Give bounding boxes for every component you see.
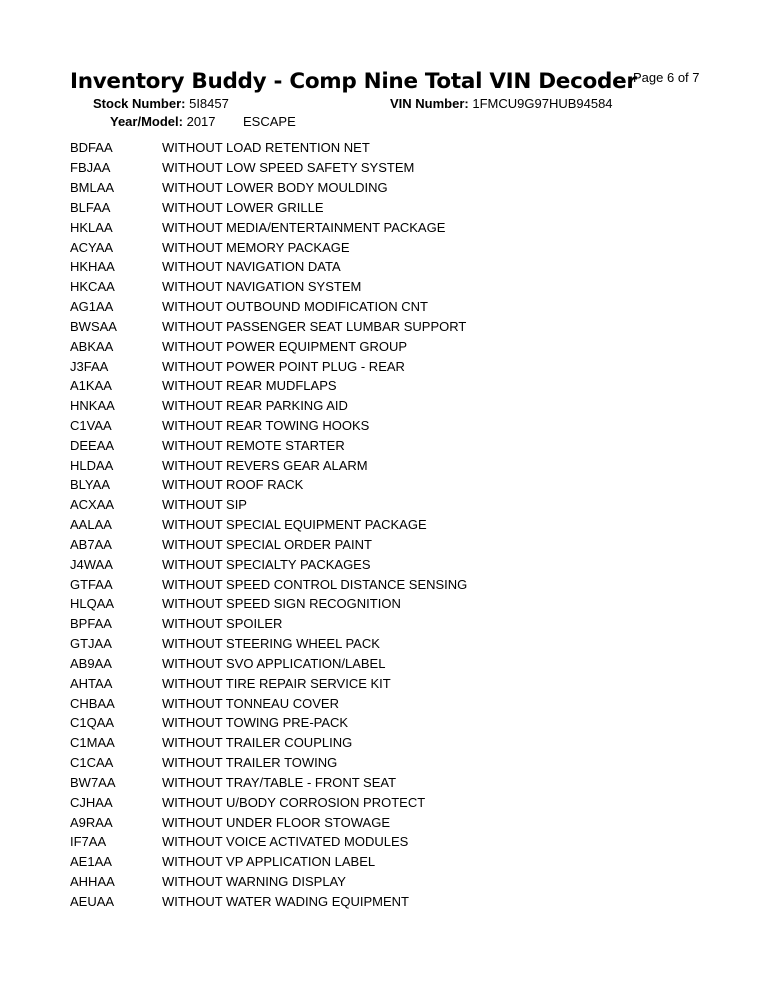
list-item: [70, 654, 710, 674]
option-code: ACYAA: [70, 239, 114, 255]
option-description: WITHOUT SPEED SIGN RECOGNITION: [162, 596, 401, 612]
option-code: BDFAA: [70, 140, 113, 156]
option-code: AEUAA: [70, 893, 115, 909]
year-model-label: Year/Model:: [110, 114, 183, 129]
list-item: [70, 416, 710, 436]
list-item: [70, 178, 710, 198]
option-description: WITHOUT LOWER BODY MOULDING: [162, 180, 388, 196]
option-code: C1VAA: [70, 418, 112, 433]
option-code: J3FAA: [70, 358, 109, 374]
option-code: AHHAA: [70, 874, 115, 890]
option-code: HKLAA: [70, 219, 113, 235]
list-item: [70, 356, 710, 376]
option-code: HNKAA: [70, 398, 115, 414]
option-description: WITHOUT POWER POINT PLUG - REAR: [162, 358, 405, 374]
option-code: DEEAA: [70, 437, 115, 453]
list-item: [70, 634, 710, 654]
option-description: WITHOUT TONNEAU COVER: [162, 695, 339, 711]
option-code: A1KAA: [70, 378, 112, 394]
option-code: J4WAA: [70, 556, 113, 572]
list-item: [70, 316, 710, 336]
list-item: [70, 733, 710, 753]
option-code: HKHAA: [70, 259, 115, 275]
list-item: [70, 237, 710, 257]
list-item: [70, 435, 710, 455]
option-code: A9RAA: [70, 814, 113, 830]
option-description: WITHOUT REAR MUDFLAPS: [162, 378, 337, 394]
list-item: [70, 693, 710, 713]
list-item: [70, 495, 710, 515]
list-item: [70, 376, 710, 396]
stock-number-label: Stock Number:: [93, 96, 186, 111]
vin-number-value: 1FMCU9G97HUB94584: [472, 96, 613, 111]
list-item: [70, 891, 710, 911]
option-description: WITHOUT REMOTE STARTER: [162, 437, 345, 453]
option-description: WITHOUT NAVIGATION DATA: [162, 259, 341, 275]
option-code: GTJAA: [70, 636, 112, 652]
option-code: BWSAA: [70, 318, 117, 334]
list-item: [70, 574, 710, 594]
option-code: C1CAA: [70, 755, 114, 771]
option-description: WITHOUT POWER EQUIPMENT GROUP: [162, 338, 408, 354]
option-description: WITHOUT WARNING DISPLAY: [162, 874, 346, 890]
model-value: ESCAPE: [243, 114, 296, 129]
list-item: [70, 713, 710, 733]
option-description: WITHOUT LOAD RETENTION NET: [162, 140, 370, 156]
option-description: WITHOUT TRAILER TOWING: [162, 755, 338, 771]
option-description: WITHOUT STEERING WHEEL PACK: [162, 636, 380, 652]
list-item: [70, 396, 710, 416]
option-code: BLFAA: [70, 199, 111, 215]
option-code: BW7AA: [70, 774, 116, 790]
option-description: WITHOUT WATER WADING EQUIPMENT: [162, 893, 409, 909]
option-description: WITHOUT REAR PARKING AID: [162, 398, 348, 414]
option-code: ACXAA: [70, 497, 115, 513]
option-description: WITHOUT LOWER GRILLE: [162, 199, 324, 215]
list-item: [70, 515, 710, 535]
list-item: [70, 257, 710, 277]
option-code: HKCAA: [70, 279, 115, 295]
option-description: WITHOUT SPECIALTY PACKAGES: [162, 556, 371, 572]
option-code: AE1AA: [70, 854, 112, 870]
list-item: [70, 792, 710, 812]
option-code: HLQAA: [70, 596, 115, 612]
list-item: [70, 812, 710, 832]
option-description: WITHOUT SVO APPLICATION/LABEL: [162, 655, 386, 671]
list-item: [70, 297, 710, 317]
option-description: WITHOUT UNDER FLOOR STOWAGE: [162, 814, 390, 830]
option-description: WITHOUT REAR TOWING HOOKS: [162, 418, 370, 433]
option-code: AALAA: [70, 517, 112, 533]
list-item: [70, 872, 710, 892]
vin-number: [390, 96, 613, 111]
list-item: [70, 852, 710, 872]
option-code: CHBAA: [70, 695, 115, 711]
option-description: WITHOUT PASSENGER SEAT LUMBAR SUPPORT: [162, 318, 467, 334]
stock-number: [93, 96, 229, 111]
option-code: IF7AA: [70, 834, 107, 850]
option-code: AB9AA: [70, 655, 112, 671]
option-description: WITHOUT SIP: [162, 497, 247, 513]
list-item: [70, 594, 710, 614]
option-description: WITHOUT LOW SPEED SAFETY SYSTEM: [162, 160, 415, 176]
list-item: [70, 336, 710, 356]
option-code: BLYAA: [70, 477, 110, 493]
list-item: [70, 277, 710, 297]
option-code: C1MAA: [70, 735, 115, 751]
list-item: [70, 197, 710, 217]
option-description: WITHOUT SPOILER: [162, 616, 283, 632]
option-description: WITHOUT NAVIGATION SYSTEM: [162, 279, 362, 295]
option-code: HLDAA: [70, 457, 114, 473]
option-description: WITHOUT TRAY/TABLE - FRONT SEAT: [162, 774, 397, 790]
list-item: [70, 554, 710, 574]
option-code: ABKAA: [70, 338, 114, 354]
option-description: WITHOUT SPEED CONTROL DISTANCE SENSING: [162, 576, 468, 592]
option-code: CJHAA: [70, 794, 113, 810]
list-item: [70, 138, 710, 158]
list-item: [70, 753, 710, 773]
option-description: WITHOUT VP APPLICATION LABEL: [162, 854, 376, 870]
option-code: C1QAA: [70, 715, 115, 731]
option-description: WITHOUT ROOF RACK: [162, 477, 304, 493]
page-number: Page 6 of 7: [633, 70, 700, 85]
list-item: [70, 832, 710, 852]
option-code: AG1AA: [70, 299, 114, 315]
list-item: [70, 455, 710, 475]
option-description: WITHOUT TIRE REPAIR SERVICE KIT: [162, 675, 391, 691]
page-title: Inventory Buddy - Comp Nine Total VIN Decoder: [70, 69, 637, 94]
option-description: WITHOUT U/BODY CORROSION PROTECT: [162, 794, 426, 810]
option-code: AHTAA: [70, 675, 113, 691]
option-description: WITHOUT MEMORY PACKAGE: [162, 239, 350, 255]
option-code: BPFAA: [70, 616, 112, 632]
stock-number-value: 5I8457: [189, 96, 229, 111]
option-code: BMLAA: [70, 180, 115, 196]
option-description: WITHOUT OUTBOUND MODIFICATION CNT: [162, 299, 428, 315]
list-item: [70, 535, 710, 555]
list-item: [70, 158, 710, 178]
list-item: [70, 614, 710, 634]
option-code-list: [70, 138, 710, 911]
option-description: WITHOUT REVERS GEAR ALARM: [162, 457, 368, 473]
option-description: WITHOUT TRAILER COUPLING: [162, 735, 353, 751]
option-code: GTFAA: [70, 576, 113, 592]
vin-number-label: VIN Number:: [390, 96, 469, 111]
year-value: 2017: [186, 114, 216, 129]
list-item: [70, 773, 710, 793]
option-code: AB7AA: [70, 536, 112, 552]
option-code: FBJAA: [70, 160, 111, 176]
option-description: WITHOUT SPECIAL ORDER PAINT: [162, 536, 372, 552]
option-description: WITHOUT MEDIA/ENTERTAINMENT PACKAGE: [162, 219, 446, 235]
list-item: [70, 475, 710, 495]
list-item: [70, 217, 710, 237]
year-model: [110, 114, 216, 129]
option-description: WITHOUT TOWING PRE-PACK: [162, 715, 349, 731]
list-item: [70, 673, 710, 693]
option-description: WITHOUT SPECIAL EQUIPMENT PACKAGE: [162, 517, 427, 533]
option-description: WITHOUT VOICE ACTIVATED MODULES: [162, 834, 409, 850]
